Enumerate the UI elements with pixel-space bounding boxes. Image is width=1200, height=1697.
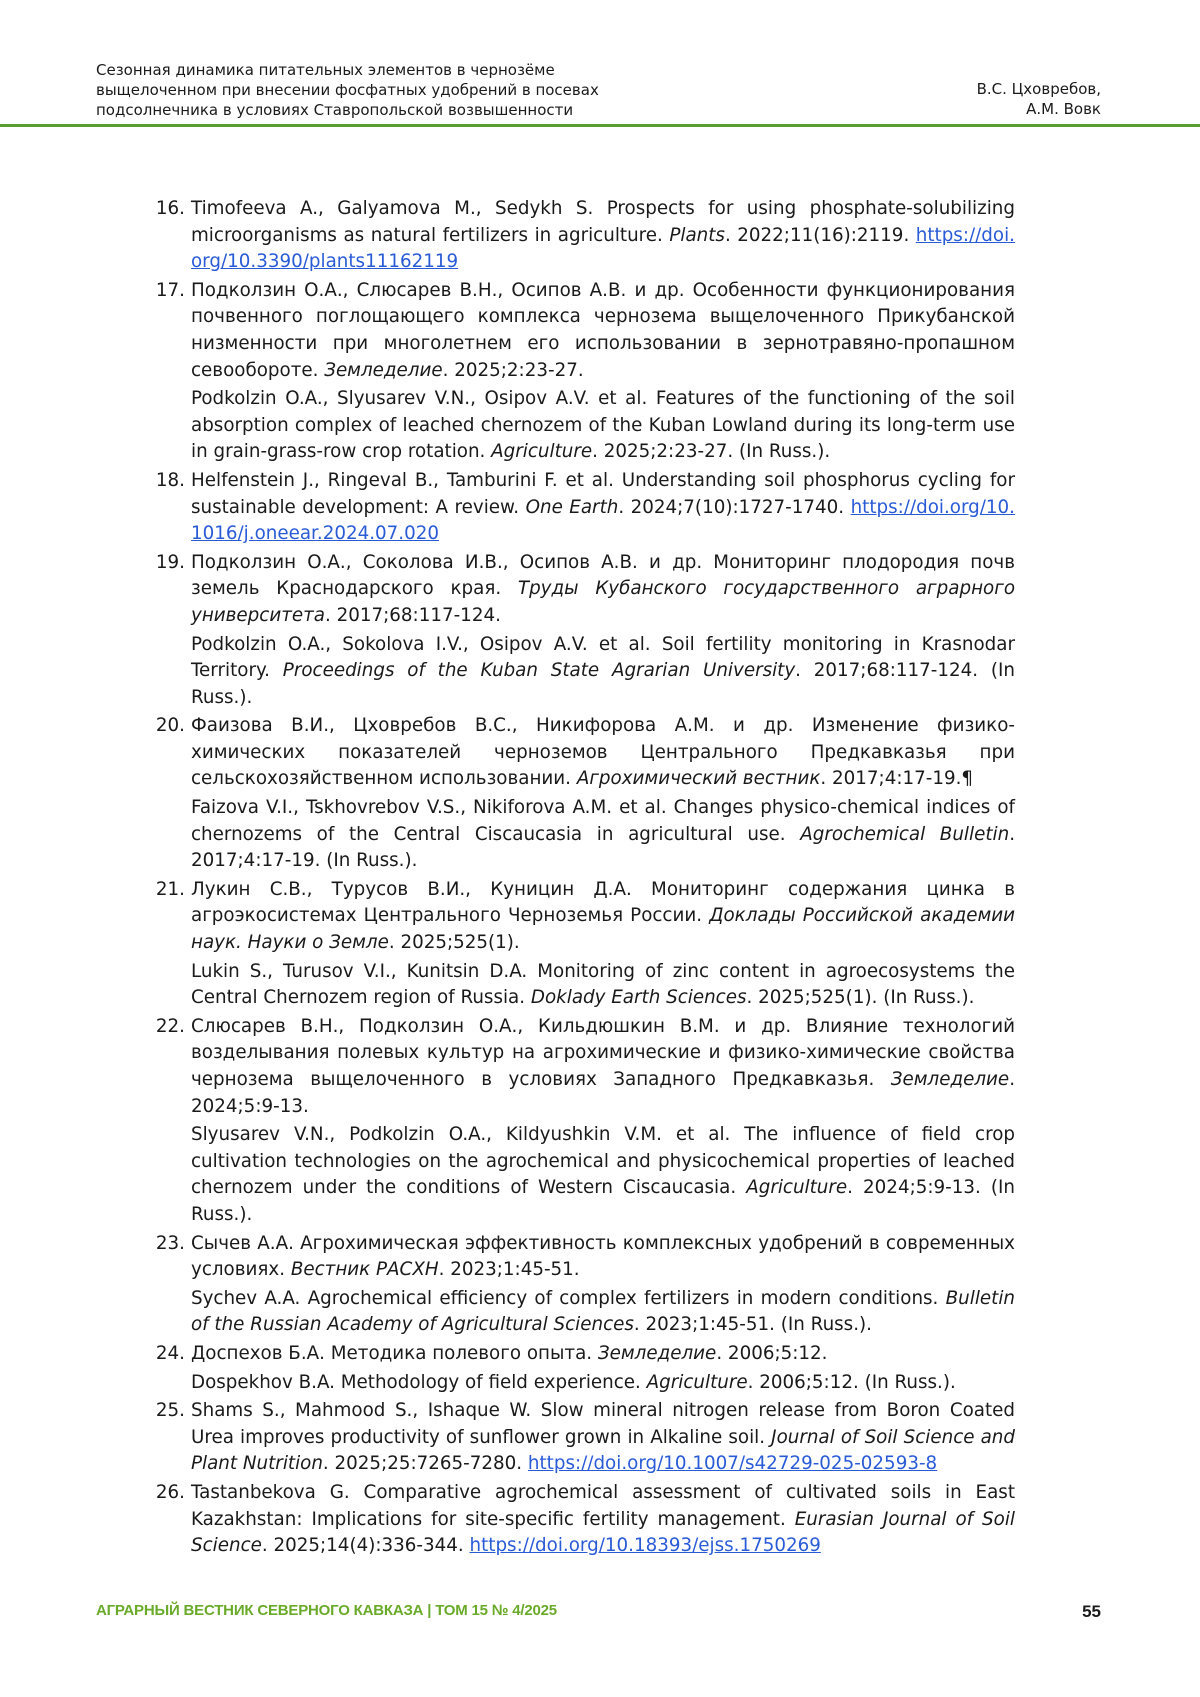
reference-number: 24. [155, 1342, 185, 1364]
reference-number: 25. [155, 1400, 185, 1422]
citation-details: . 2017;4:17-19. (In Russ.). [191, 823, 1015, 872]
doi-link[interactable]: https://doi.org/10.1007/s42729-025-02593-8 [527, 1453, 938, 1475]
running-title [96, 60, 716, 120]
citation-journal: Journal of Soil Science and Plant Nutrition [191, 1426, 1015, 1475]
citation-details: . 2017;68:117-124. [324, 604, 501, 626]
reference-item [149, 550, 1015, 712]
citation-authors-title: Shams S., Mahmood S., Ishaque W. Slow mineral nitrogen release from Boron Coated Urea improves productivity of sunflower grown in Alkaline soil. [191, 1400, 1015, 1448]
citation-details: . 2017;4:17-19.¶ [820, 768, 974, 790]
reference-item [149, 1480, 1015, 1560]
citation-details: . 2006;5:12. (In Russ.). [747, 1371, 956, 1393]
citation-authors-title: Podkolzin O.A., Slyusarev V.N., Osipov A.V. et al. Features of the functioning of the soil absorption complex of leached chernozem of the Kuban Lowland during its long-term use in grain-grass-row crop rotation. [191, 388, 1015, 463]
running-authors [977, 79, 1101, 119]
reference-english [191, 196, 1015, 276]
author-line: В.С. Цховребов, [976, 80, 1101, 98]
citation-authors-title: Tastanbekova G. Comparative agrochemical assessment of cultivated soils in East Kazakhstan: Implications for site-specific fertility management. [191, 1481, 1015, 1530]
citation-details: . 2025;525(1). [388, 932, 520, 954]
reference-english [191, 1370, 1015, 1397]
citation-journal: Plants [669, 224, 725, 246]
reference-item [149, 1231, 1015, 1339]
citation-journal: Земледелие [324, 359, 443, 381]
citation-journal: Agrochemical Bulletin [800, 823, 1010, 845]
citation-details: . 2025;14(4):336-344. [261, 1535, 470, 1557]
citation-authors-title: Dospekhov B.A. Methodology of field experience. [191, 1371, 647, 1393]
citation-details: . 2025;25:7265-7280. [322, 1453, 528, 1475]
author-line: А.М. Вовк [1026, 100, 1101, 118]
reference-russian [191, 550, 1015, 630]
citation-journal: Земледелие [890, 1069, 1010, 1090]
reference-number: 21. [155, 878, 185, 900]
citation-journal: Доклады Российской академии наук. Науки о Земле [191, 905, 1016, 954]
header-divider [0, 124, 1200, 127]
reference-number: 19. [155, 551, 185, 573]
citation-journal: Agriculture [646, 1371, 748, 1393]
citation-authors-title: Podkolzin O.A., Sokolova I.V., Osipov A.V. et al. Soil fertility monitoring in Krasnodar Territory. [191, 633, 1015, 682]
reference-russian [191, 713, 1015, 793]
citation-authors-title: Sychev A.A. Agrochemical efficiency of complex fertilizers in modern conditions. [191, 1287, 946, 1309]
citation-details: . 2025;2:23-27. (In Russ.). [592, 441, 831, 463]
citation-details: . 2006;5:12. [716, 1342, 828, 1364]
reference-russian [191, 278, 1015, 384]
reference-item [149, 713, 1015, 875]
citation-journal: Eurasian Journal of Soil Science [191, 1508, 1015, 1557]
citation-authors-title: Лукин С.В., Турусов В.И., Куницин Д.А. Мониторинг содержания цинка в агроэкосистемах Центрального Черноземья России. [191, 878, 1015, 927]
citation-details: . 2024;7(10):1727-1740. [618, 496, 851, 518]
citation-journal: Proceedings of the Kuban State Agrarian University [282, 660, 796, 682]
reference-english [191, 632, 1015, 712]
reference-english [191, 386, 1015, 466]
reference-russian [191, 1231, 1015, 1284]
reference-item [149, 1341, 1015, 1396]
reference-russian [191, 1341, 1015, 1368]
reference-english [191, 1480, 1015, 1560]
reference-item [149, 468, 1015, 548]
running-title-line: Сезонная динамика питательных элементов в чернозёме [96, 61, 555, 79]
citation-journal: One Earth [525, 496, 619, 518]
citation-authors-title: Timofeeva A., Galyamova M., Sedykh S. Prospects for using phosphate-solubilizing microorganisms as natural fertilizers in agriculture. [191, 198, 1015, 246]
citation-journal: Труды Кубанского государственного аграрного университета [191, 578, 1016, 626]
doi-link[interactable]: https://doi.org/10.18393/ejss.1750269 [469, 1535, 821, 1557]
doi-link[interactable]: https://doi.org/10.1016/j.oneear.2024.07.020 [191, 496, 1015, 545]
running-title-line: выщелоченном при внесении фосфатных удобрений в посевах [96, 81, 599, 99]
reference-list [149, 196, 1015, 1562]
citation-details: . 2025;525(1). (In Russ.). [746, 987, 975, 1009]
citation-journal: Земледелие [597, 1342, 717, 1364]
citation-journal: Agriculture [491, 441, 593, 463]
reference-number: 22. [155, 1015, 185, 1037]
citation-authors-title: Slyusarev V.N., Podkolzin O.A., Kildyushkin V.M. et al. The influence of field crop cultivation technologies on the agrochemical and physicochemical properties of leached chernozem under the conditions of Western Ciscaucasia. [191, 1124, 1015, 1199]
reference-russian [191, 1014, 1015, 1120]
reference-english [191, 1286, 1015, 1339]
reference-number: 17. [155, 279, 185, 301]
citation-authors-title: Сычев А.А. Агрохимическая эффективность комплексных удобрений в современных условиях. [191, 1232, 1015, 1281]
citation-journal: Agriculture [746, 1177, 848, 1199]
reference-item [149, 1014, 1015, 1229]
reference-english [191, 959, 1015, 1012]
reference-english [191, 1122, 1015, 1228]
citation-authors-title: Подколзин О.А., Слюсарев В.Н., Осипов А.В. и др. Особенности функционирования почвенного поглощающего комплекса чернозема выщелоченного Прикубанской низменности при многолетнем его использовании в зернотравяно-пропашном севообороте. [191, 279, 1015, 381]
reference-number: 23. [155, 1232, 185, 1254]
citation-details: . 2022;11(16):2119. [724, 224, 916, 246]
citation-details: . 2023;1:45-51. (In Russ.). [633, 1314, 872, 1336]
citation-journal: Вестник РАСХН [290, 1259, 439, 1281]
citation-authors-title: Фаизова В.И., Цховребов В.С., Никифорова А.М. и др. Изменение физико-химических показателей черноземов Центрального Предкавказья при сельскохозяйственном использовании. [191, 715, 1015, 790]
page-number: 55 [1082, 1602, 1101, 1621]
reference-number: 26. [155, 1481, 185, 1503]
reference-russian [191, 877, 1015, 957]
doi-link[interactable]: https://doi.org/10.3390/plants11162119 [191, 224, 1015, 273]
reference-number: 20. [155, 715, 185, 737]
citation-authors-title: Доспехов Б.А. Методика полевого опыта. [191, 1342, 598, 1364]
footer-journal-name: АГРАРНЫЙ ВЕСТНИК СЕВЕРНОГО КАВКАЗА | ТОМ 15 № 4/2025 [96, 1602, 557, 1619]
reference-item [149, 1398, 1015, 1478]
citation-authors-title: Faizova V.I., Tskhovrebov V.S., Nikiforova A.M. et al. Changes physico-chemical indices of chernozems of the Central Ciscaucasia in agricultural use. [191, 797, 1015, 845]
reference-english [191, 1398, 1015, 1478]
citation-details: . 2025;2:23-27. [442, 359, 584, 381]
citation-details: . 2017;68:117-124. (In Russ.). [191, 660, 1015, 708]
citation-journal: Doklady Earth Sciences [530, 987, 747, 1009]
reference-item [149, 278, 1015, 466]
citation-details: . 2024;5:9-13. (In Russ.). [191, 1177, 1015, 1225]
citation-details: . 2023;1:45-51. [438, 1259, 580, 1281]
reference-number: 16. [155, 198, 185, 219]
running-title-line: подсолнечника в условиях Ставропольской возвышенности [96, 101, 574, 119]
page-header [0, 0, 1200, 128]
citation-authors-title: Слюсарев В.Н., Подколзин О.А., Кильдюшкин В.М. и др. Влияние технологий возделывания полевых культур на агрохимические и физико-химические свойства чернозема выщелоченного в условиях Западного Предкавказья. [191, 1015, 1015, 1090]
citation-authors-title: Helfenstein J., Ringeval B., Tamburini F. et al. Understanding soil phosphorus cycling for sustainable development: A review. [191, 469, 1015, 518]
reference-number: 18. [155, 469, 185, 491]
reference-english [191, 468, 1015, 548]
reference-item [149, 877, 1015, 1012]
citation-authors-title: Подколзин О.А., Соколова И.В., Осипов А.В. и др. Мониторинг плодородия почв земель Краснодарского края. [191, 551, 1015, 600]
citation-journal: Агрохимический вестник [576, 768, 821, 790]
citation-details: . 2024;5:9-13. [191, 1069, 1015, 1117]
citation-journal: Bulletin of the Russian Academy of Agricultural Sciences [191, 1287, 1015, 1336]
citation-authors-title: Lukin S., Turusov V.I., Kunitsin D.A. Monitoring of zinc content in agroecosystems the Central Chernozem region of Russia. [191, 960, 1015, 1009]
reference-item [149, 196, 1015, 276]
reference-english [191, 795, 1015, 875]
